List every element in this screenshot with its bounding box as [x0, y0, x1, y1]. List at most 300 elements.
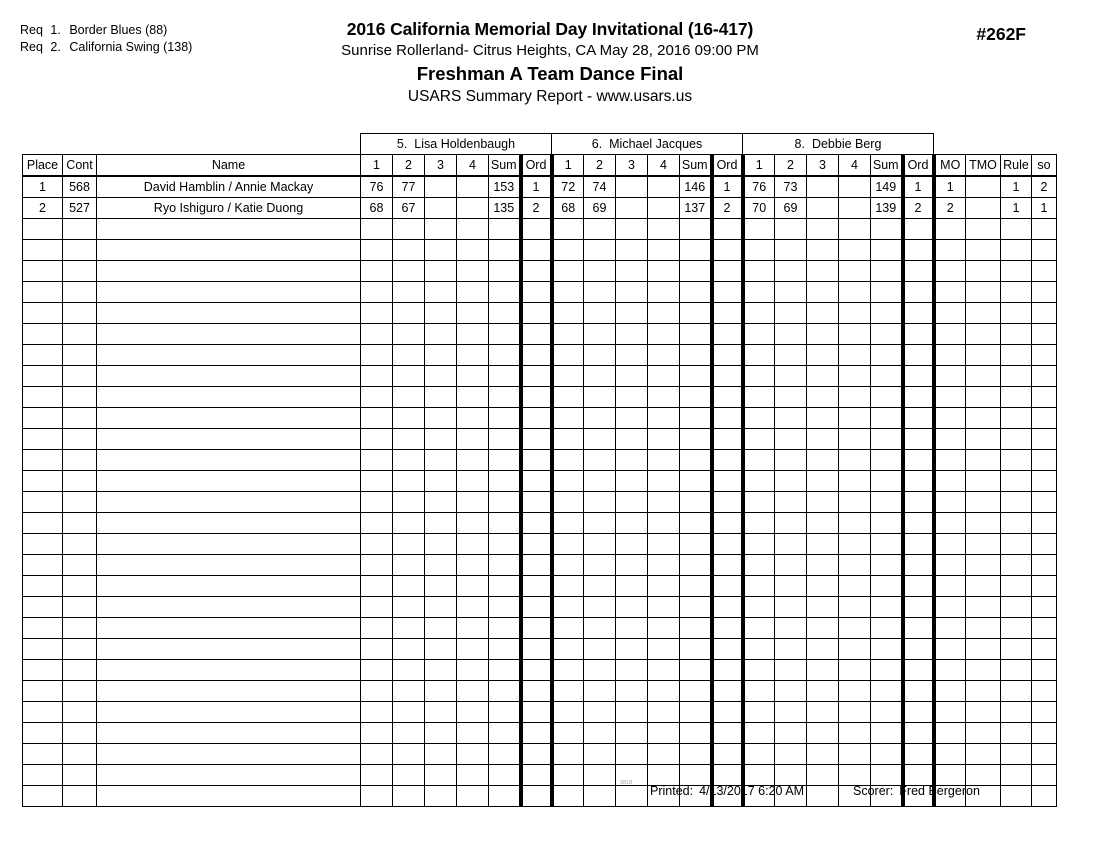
cell-empty	[839, 618, 871, 639]
cell-empty	[712, 681, 743, 702]
cell-empty	[871, 219, 903, 240]
cell-empty	[839, 429, 871, 450]
cell-empty	[425, 660, 457, 681]
cell-empty	[552, 408, 584, 429]
cell-empty	[489, 765, 521, 786]
cell-empty	[839, 492, 871, 513]
cell-empty	[807, 723, 839, 744]
cell-empty	[425, 639, 457, 660]
cell-empty	[743, 387, 775, 408]
judge-name-header	[361, 134, 552, 155]
cell-empty	[680, 744, 712, 765]
cell-place: 1	[23, 176, 63, 198]
cell-empty	[934, 471, 966, 492]
cell-empty	[1032, 765, 1057, 786]
cell-empty	[457, 618, 489, 639]
table-row[interactable]	[23, 198, 1057, 219]
cell-empty	[966, 240, 1001, 261]
table-row-empty[interactable]	[23, 387, 1057, 408]
cell-empty	[616, 618, 648, 639]
cell-empty	[871, 765, 903, 786]
header-judge2-1: 1	[552, 155, 584, 177]
cell-empty	[63, 765, 97, 786]
cell-empty	[63, 303, 97, 324]
cell-empty	[63, 261, 97, 282]
table-row-empty[interactable]	[23, 660, 1057, 681]
cell-empty	[457, 450, 489, 471]
cell-empty	[903, 282, 934, 303]
cell-empty	[616, 639, 648, 660]
table-row-empty[interactable]	[23, 555, 1057, 576]
cell-empty	[934, 408, 966, 429]
cell-empty	[648, 681, 680, 702]
cell-empty	[521, 282, 552, 303]
cell-empty	[1032, 219, 1057, 240]
cell-empty	[457, 702, 489, 723]
cell-empty	[680, 723, 712, 744]
cell-judge1-ord: 1	[521, 176, 552, 198]
cell-empty	[775, 219, 807, 240]
cell-empty	[807, 345, 839, 366]
table-row-empty[interactable]	[23, 429, 1057, 450]
cell-empty	[23, 786, 63, 807]
cell-empty	[903, 744, 934, 765]
cell-empty	[807, 387, 839, 408]
cell-empty	[616, 513, 648, 534]
cell-empty	[1032, 408, 1057, 429]
cell-empty	[648, 765, 680, 786]
cell-empty	[775, 618, 807, 639]
cell-empty	[871, 471, 903, 492]
cell-empty	[966, 366, 1001, 387]
cell-empty	[807, 366, 839, 387]
cell-empty	[584, 303, 616, 324]
cell-empty	[903, 240, 934, 261]
cell-judge3-s2: 73	[775, 176, 807, 198]
table-row-empty[interactable]	[23, 240, 1057, 261]
cell-empty	[1001, 660, 1032, 681]
table-row-empty[interactable]	[23, 597, 1057, 618]
cell-empty	[839, 534, 871, 555]
cell-empty	[743, 303, 775, 324]
cell-empty	[680, 345, 712, 366]
cell-empty	[934, 345, 966, 366]
table-row-empty[interactable]	[23, 345, 1057, 366]
cell-empty	[584, 639, 616, 660]
cell-empty	[680, 660, 712, 681]
cell-empty	[23, 597, 63, 618]
cell-empty	[1032, 555, 1057, 576]
cell-empty	[63, 240, 97, 261]
cell-empty	[361, 576, 393, 597]
printed-label: Printed:	[650, 784, 694, 798]
cell-empty	[23, 366, 63, 387]
cell-empty	[934, 366, 966, 387]
table-row-empty[interactable]	[23, 303, 1057, 324]
header-judge2-3: 3	[616, 155, 648, 177]
cell-empty	[903, 387, 934, 408]
cell-empty	[680, 429, 712, 450]
cell-empty	[966, 723, 1001, 744]
cell-empty	[23, 555, 63, 576]
cell-empty	[457, 744, 489, 765]
cell-empty	[457, 324, 489, 345]
cell-judge3-s1: 70	[743, 198, 775, 219]
cell-empty	[712, 282, 743, 303]
cell-empty	[521, 639, 552, 660]
cell-empty	[743, 681, 775, 702]
cell-empty	[1001, 492, 1032, 513]
cell-empty	[489, 513, 521, 534]
cell-empty	[63, 723, 97, 744]
cell-empty	[743, 219, 775, 240]
header-judge3-1: 1	[743, 155, 775, 177]
cell-empty	[648, 513, 680, 534]
judge-band-row	[23, 134, 1057, 155]
table-row-empty[interactable]	[23, 723, 1057, 744]
cell-empty	[489, 555, 521, 576]
header-judge2-4: 4	[648, 155, 680, 177]
cell-empty	[743, 576, 775, 597]
cell-empty	[934, 723, 966, 744]
table-row-empty[interactable]	[23, 324, 1057, 345]
cell-empty	[1001, 303, 1032, 324]
cell-empty	[903, 219, 934, 240]
cell-empty	[361, 639, 393, 660]
cell-empty	[521, 555, 552, 576]
cell-empty	[457, 681, 489, 702]
cell-empty	[775, 597, 807, 618]
cell-empty	[839, 240, 871, 261]
cell-empty	[552, 429, 584, 450]
cell-empty	[457, 576, 489, 597]
cell-empty	[393, 660, 425, 681]
table-row-empty[interactable]	[23, 219, 1057, 240]
cell-empty	[712, 660, 743, 681]
cell-empty	[425, 786, 457, 807]
cell-empty	[489, 471, 521, 492]
table-row-empty[interactable]	[23, 639, 1057, 660]
event-code: #262F	[976, 24, 1026, 44]
cell-empty	[393, 555, 425, 576]
table-row-empty[interactable]	[23, 744, 1057, 765]
cell-empty	[712, 366, 743, 387]
cell-empty	[903, 765, 934, 786]
cell-empty	[775, 345, 807, 366]
cell-empty	[425, 240, 457, 261]
cell-empty	[552, 261, 584, 282]
cell-empty	[1001, 765, 1032, 786]
table-row-empty[interactable]	[23, 471, 1057, 492]
venue-and-datetime: Sunrise Rollerland- Citrus Heights, CA May 28, 2016 09:00 PM	[341, 42, 759, 59]
cell-empty	[616, 387, 648, 408]
cell-empty	[775, 261, 807, 282]
cell-empty	[712, 429, 743, 450]
cell-empty	[807, 702, 839, 723]
cell-empty	[584, 240, 616, 261]
cell-empty	[680, 261, 712, 282]
cell-empty	[521, 471, 552, 492]
cell-empty	[97, 240, 361, 261]
cell-empty	[871, 366, 903, 387]
cell-empty	[97, 723, 361, 744]
requirement-label: Req	[20, 23, 43, 37]
table-row-empty[interactable]	[23, 366, 1057, 387]
cell-empty	[934, 324, 966, 345]
cell-empty	[712, 492, 743, 513]
cell-empty	[425, 702, 457, 723]
table-row-empty[interactable]	[23, 765, 1057, 786]
cell-empty	[743, 366, 775, 387]
cell-empty	[966, 324, 1001, 345]
cell-empty	[1001, 786, 1032, 807]
cell-judge1-s2: 77	[393, 176, 425, 198]
cell-empty	[393, 744, 425, 765]
cell-empty	[1001, 219, 1032, 240]
cell-empty	[966, 765, 1001, 786]
cell-empty	[521, 366, 552, 387]
table-row-empty[interactable]	[23, 261, 1057, 282]
printed-value: 4/13/2017 6:20 AM	[699, 784, 805, 798]
cell-empty	[521, 597, 552, 618]
cell-empty	[712, 597, 743, 618]
cell-empty	[552, 387, 584, 408]
cell-empty	[521, 534, 552, 555]
cell-empty	[871, 408, 903, 429]
cell-empty	[807, 576, 839, 597]
cell-empty	[63, 702, 97, 723]
cell-empty	[393, 429, 425, 450]
cell-empty	[63, 681, 97, 702]
cell-empty	[393, 639, 425, 660]
report-subtitle: USARS Summary Report - www.usars.us	[407, 88, 693, 105]
cell-empty	[393, 702, 425, 723]
cell-empty	[903, 597, 934, 618]
requirement-number: 2.	[50, 40, 61, 54]
cell-so: 2	[1032, 176, 1057, 198]
cell-empty	[584, 534, 616, 555]
cell-empty	[393, 471, 425, 492]
cell-empty	[807, 450, 839, 471]
cell-empty	[966, 597, 1001, 618]
header-judge3-2: 2	[775, 155, 807, 177]
cell-empty	[552, 240, 584, 261]
cell-empty	[457, 219, 489, 240]
cell-empty	[871, 282, 903, 303]
cell-empty	[97, 597, 361, 618]
cell-empty	[839, 408, 871, 429]
cell-empty	[23, 324, 63, 345]
cell-empty	[648, 534, 680, 555]
judge-name: Debbie Berg	[811, 137, 882, 151]
cell-empty	[489, 744, 521, 765]
scorer-value: Fred Bergeron	[899, 784, 980, 798]
cell-empty	[616, 240, 648, 261]
cell-empty	[393, 513, 425, 534]
cell-empty	[903, 261, 934, 282]
cell-empty	[425, 219, 457, 240]
cell-empty	[871, 576, 903, 597]
cell-empty	[616, 303, 648, 324]
cell-empty	[903, 303, 934, 324]
cell-empty	[712, 471, 743, 492]
header-judge1-3: 3	[425, 155, 457, 177]
cell-empty	[648, 219, 680, 240]
cell-empty	[966, 429, 1001, 450]
cell-empty	[648, 723, 680, 744]
cell-empty	[489, 786, 521, 807]
cell-empty	[425, 681, 457, 702]
cell-empty	[393, 345, 425, 366]
table-row-empty[interactable]	[23, 450, 1057, 471]
cell-empty	[552, 618, 584, 639]
cell-empty	[23, 681, 63, 702]
cell-empty	[63, 366, 97, 387]
cell-empty	[648, 261, 680, 282]
cell-empty	[23, 303, 63, 324]
cell-empty	[489, 723, 521, 744]
header-rule: Rule	[1001, 155, 1032, 177]
cell-empty	[743, 471, 775, 492]
cell-cont: 568	[63, 176, 97, 198]
cell-empty	[1032, 597, 1057, 618]
cell-empty	[63, 492, 97, 513]
cell-empty	[871, 618, 903, 639]
column-header-row	[23, 155, 1057, 177]
cell-empty	[648, 387, 680, 408]
table-row[interactable]	[23, 176, 1057, 198]
header-judge1-2: 2	[393, 155, 425, 177]
cell-empty	[425, 597, 457, 618]
cell-empty	[361, 555, 393, 576]
cell-judge2-s3	[616, 198, 648, 219]
cell-empty	[775, 765, 807, 786]
cell-empty	[521, 702, 552, 723]
cell-empty	[807, 786, 839, 807]
cell-empty	[361, 408, 393, 429]
cell-empty	[584, 387, 616, 408]
cell-empty	[966, 660, 1001, 681]
cell-empty	[839, 471, 871, 492]
cell-empty	[712, 639, 743, 660]
table-row-empty[interactable]	[23, 618, 1057, 639]
cell-empty	[361, 618, 393, 639]
cell-empty	[1032, 429, 1057, 450]
cell-empty	[521, 744, 552, 765]
cell-empty	[775, 660, 807, 681]
cell-empty	[839, 324, 871, 345]
requirement-label: Req	[20, 40, 43, 54]
cell-empty	[1001, 744, 1032, 765]
cell-empty	[871, 492, 903, 513]
cell-empty	[807, 618, 839, 639]
cell-empty	[775, 639, 807, 660]
cell-empty	[425, 345, 457, 366]
table-row-empty[interactable]	[23, 702, 1057, 723]
cell-empty	[934, 450, 966, 471]
cell-empty	[552, 492, 584, 513]
cell-empty	[775, 723, 807, 744]
cell-empty	[903, 492, 934, 513]
cell-empty	[839, 345, 871, 366]
cell-empty	[871, 450, 903, 471]
table-row-empty[interactable]	[23, 492, 1057, 513]
cell-empty	[934, 534, 966, 555]
cell-empty	[966, 471, 1001, 492]
cell-empty	[871, 660, 903, 681]
cell-empty	[1001, 366, 1032, 387]
cell-empty	[903, 681, 934, 702]
cell-empty	[743, 639, 775, 660]
cell-empty	[457, 492, 489, 513]
cell-empty	[97, 387, 361, 408]
cell-judge3-s2: 69	[775, 198, 807, 219]
requirement-title: Border Blues (88)	[69, 23, 168, 37]
cell-empty	[775, 450, 807, 471]
cell-empty	[361, 345, 393, 366]
cell-empty	[552, 597, 584, 618]
cell-empty	[648, 576, 680, 597]
cell-empty	[616, 408, 648, 429]
cell-judge1-ord: 2	[521, 198, 552, 219]
table-row-empty[interactable]	[23, 408, 1057, 429]
cell-empty	[1032, 723, 1057, 744]
scorer-credit	[853, 784, 980, 798]
cell-empty	[23, 639, 63, 660]
cell-empty	[489, 618, 521, 639]
cell-empty	[23, 240, 63, 261]
cell-empty	[648, 345, 680, 366]
cell-empty	[97, 744, 361, 765]
cell-empty	[1032, 513, 1057, 534]
cell-empty	[584, 366, 616, 387]
table-row-empty[interactable]	[23, 681, 1057, 702]
cell-empty	[425, 471, 457, 492]
cell-empty	[743, 744, 775, 765]
cell-empty	[807, 240, 839, 261]
cell-empty	[584, 702, 616, 723]
cell-empty	[552, 366, 584, 387]
cell-empty	[680, 387, 712, 408]
cell-empty	[425, 303, 457, 324]
cell-empty	[584, 282, 616, 303]
cell-empty	[521, 492, 552, 513]
judge-number: 5.	[396, 137, 408, 151]
cell-empty	[425, 366, 457, 387]
cell-empty	[839, 555, 871, 576]
cell-empty	[457, 471, 489, 492]
table-row-empty[interactable]	[23, 513, 1057, 534]
cell-empty	[552, 576, 584, 597]
cell-empty	[552, 555, 584, 576]
cell-empty	[457, 303, 489, 324]
table-row-empty[interactable]	[23, 282, 1057, 303]
cell-empty	[1032, 702, 1057, 723]
cell-empty	[966, 576, 1001, 597]
cell-empty	[680, 450, 712, 471]
cell-empty	[743, 555, 775, 576]
cell-empty	[97, 492, 361, 513]
cell-empty	[934, 639, 966, 660]
cell-empty	[1001, 702, 1032, 723]
cell-empty	[648, 618, 680, 639]
cell-empty	[839, 366, 871, 387]
cell-empty	[457, 345, 489, 366]
table-row-empty[interactable]	[23, 576, 1057, 597]
cell-tmo	[966, 176, 1001, 198]
cell-empty	[712, 702, 743, 723]
table-row-empty[interactable]	[23, 534, 1057, 555]
